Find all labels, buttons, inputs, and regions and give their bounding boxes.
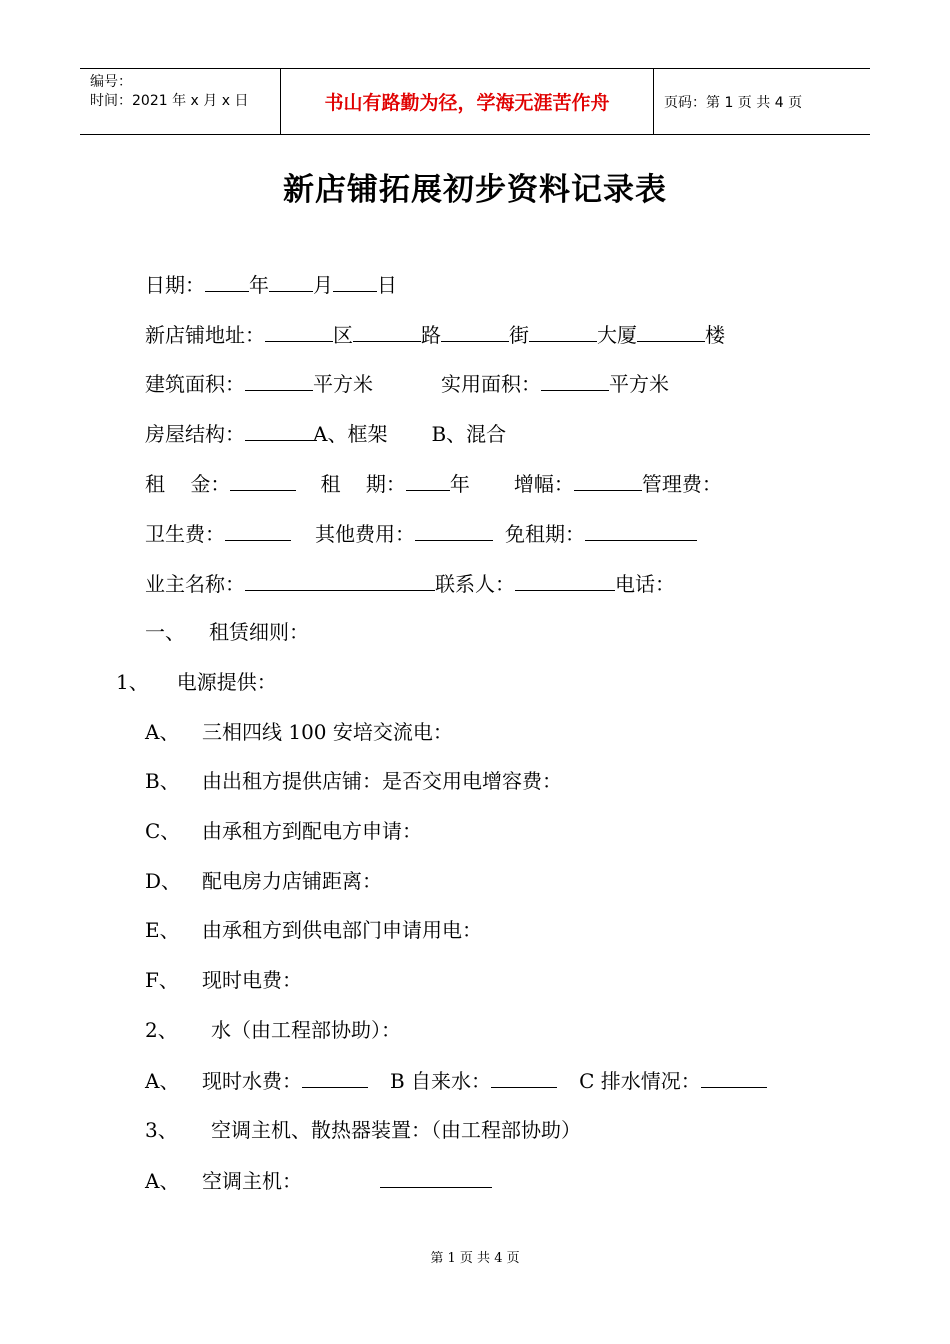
- increase-blank: [574, 470, 642, 491]
- ac-unit-label: 空调主机：: [202, 1169, 302, 1193]
- water-line: [145, 1067, 767, 1094]
- drainage-blank: [701, 1067, 767, 1088]
- list-item: [145, 818, 422, 844]
- list-marker: A、: [145, 1169, 180, 1193]
- structure-blank: [245, 420, 313, 441]
- list-marker: B、: [145, 769, 180, 793]
- street-blank: [441, 321, 509, 342]
- ac-unit-blank: [380, 1167, 492, 1188]
- page-header: [80, 68, 870, 135]
- increase-label: 增幅：: [513, 472, 574, 496]
- floor-unit: 楼: [705, 323, 725, 347]
- list-marker: F、: [145, 968, 179, 992]
- document-title: 新店铺拓展初步资料记录表: [283, 172, 667, 208]
- date-line: [145, 271, 397, 298]
- item-number: 2、: [145, 1018, 178, 1042]
- list-item: [145, 967, 302, 993]
- road-unit: 路: [421, 323, 441, 347]
- list-marker: A、: [145, 1069, 180, 1093]
- list-item: [145, 719, 453, 745]
- free-rent-blank: [585, 520, 697, 541]
- item-title: 电源提供：: [176, 670, 277, 694]
- header-motto: 书山有路勤为径，学海无涯苦作舟: [281, 69, 654, 134]
- list-text: 由承租方到配电方申请：: [202, 819, 422, 843]
- usable-area-label: 实用面积：: [441, 372, 541, 396]
- sanitation-blank: [225, 520, 291, 541]
- owner-blank: [245, 570, 435, 591]
- section-number: 一、: [145, 620, 185, 644]
- phone-label: 电话：: [615, 572, 675, 596]
- sqm-unit-2: 平方米: [609, 372, 669, 396]
- water-fee-blank: [302, 1067, 368, 1088]
- day-unit: 日: [377, 273, 397, 297]
- build-area-blank: [245, 370, 313, 391]
- list-text: 由承租方到供电部门申请用电：: [202, 918, 482, 942]
- term-blank: [406, 470, 450, 491]
- list-marker: C、: [145, 819, 181, 843]
- sanitation-label: 卫生费：: [145, 522, 225, 546]
- list-marker: E、: [145, 918, 180, 942]
- item-water: [145, 1017, 401, 1043]
- item-power: [116, 669, 277, 695]
- list-item: [145, 768, 562, 794]
- item-ac: [145, 1117, 581, 1143]
- owner-label: 业主名称：: [145, 572, 245, 596]
- year-unit: 年: [249, 273, 269, 297]
- rent-line: [145, 470, 722, 497]
- structure-option-a: A、框架: [313, 422, 388, 446]
- structure-option-b: B、混合: [431, 422, 507, 446]
- district-blank: [265, 321, 333, 342]
- rent-blank: [230, 470, 296, 491]
- list-text: 由出租方提供店铺：是否交用电增容费：: [202, 769, 562, 793]
- term-label: 租 期：: [320, 472, 406, 496]
- structure-label: 房屋结构：: [145, 422, 245, 446]
- structure-line: [145, 420, 506, 447]
- building-blank: [529, 321, 597, 342]
- year-blank: [205, 271, 249, 292]
- header-meta: [80, 69, 281, 134]
- section-title: 租赁细则：: [209, 620, 309, 644]
- term-unit: 年: [449, 472, 470, 496]
- header-page-info: 页码：第 1 页 共 4 页: [664, 94, 803, 111]
- tap-water-blank: [491, 1067, 557, 1088]
- page-footer: 第 1 页 共 4 页: [430, 1251, 520, 1266]
- list-text: 三相四线 100 安培交流电：: [202, 720, 453, 744]
- contact-blank: [515, 570, 615, 591]
- code-label: 编号：: [90, 74, 132, 90]
- section-heading: [145, 619, 309, 645]
- address-label: 新店铺地址：: [145, 323, 265, 347]
- build-area-label: 建筑面积：: [145, 372, 245, 396]
- contact-label: 联系人：: [435, 572, 515, 596]
- mgmt-fee-label: 管理费：: [641, 472, 722, 496]
- day-blank: [333, 271, 377, 292]
- item-number: 3、: [145, 1118, 178, 1142]
- drainage-label: C 排水情况：: [579, 1069, 701, 1093]
- address-line: [145, 321, 725, 348]
- street-unit: 街: [509, 323, 529, 347]
- tap-water-label: B 自来水：: [390, 1069, 492, 1093]
- list-marker: A、: [145, 720, 180, 744]
- time-label: 时间：2021 年 x 月 x 日: [90, 93, 249, 109]
- ac-line: [145, 1167, 492, 1194]
- month-unit: 月: [313, 273, 333, 297]
- list-item: [145, 868, 382, 894]
- list-text: 配电房力店铺距离：: [202, 869, 382, 893]
- month-blank: [269, 271, 313, 292]
- other-fee-label: 其他费用：: [315, 522, 415, 546]
- usable-area-blank: [541, 370, 609, 391]
- free-rent-label: 免租期：: [505, 522, 585, 546]
- list-text: 现时电费：: [202, 968, 302, 992]
- other-fee-blank: [415, 520, 493, 541]
- fees-line: [145, 520, 697, 547]
- road-blank: [353, 321, 421, 342]
- rent-label: 租 金：: [145, 472, 231, 496]
- date-label: 日期：: [145, 273, 205, 297]
- building-unit: 大厦: [597, 323, 637, 347]
- list-marker: D、: [145, 869, 182, 893]
- sqm-unit: 平方米: [313, 372, 373, 396]
- item-title: 水（由工程部协助）：: [211, 1018, 401, 1042]
- item-number: 1、: [116, 670, 149, 694]
- district-unit: 区: [333, 323, 353, 347]
- owner-line: [145, 570, 675, 597]
- list-item: [145, 917, 482, 943]
- area-line: [145, 370, 669, 397]
- item-title: 空调主机、散热器装置：（由工程部协助）: [211, 1118, 581, 1142]
- floor-blank: [637, 321, 705, 342]
- water-fee-label: 现时水费：: [202, 1069, 302, 1093]
